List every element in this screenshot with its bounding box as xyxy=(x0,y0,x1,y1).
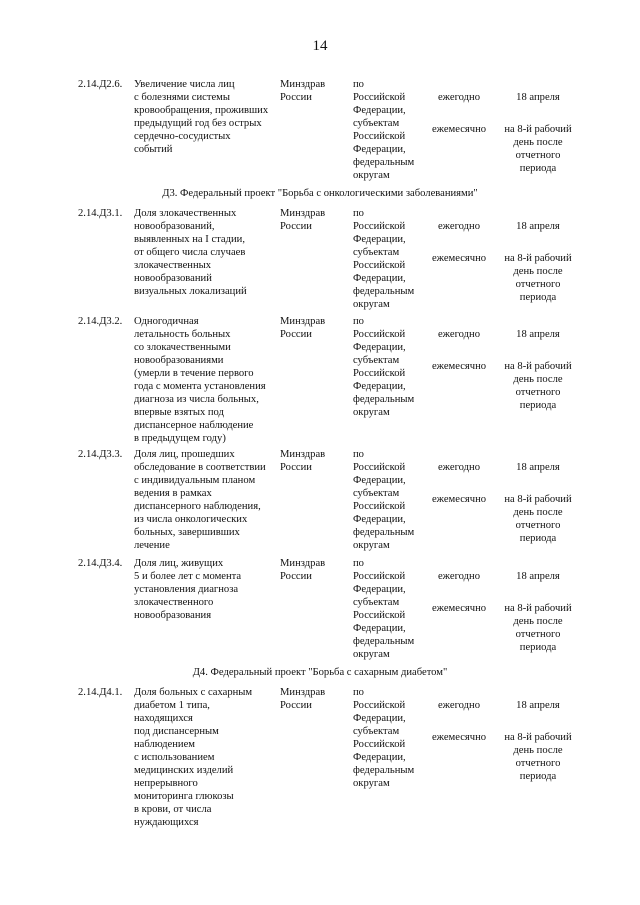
deadline-annual: 18 апреля xyxy=(516,92,560,103)
breakdown-level: по Российской Федерации, субъектам Российской Федерации, федеральным округам xyxy=(353,208,415,310)
deadline-annual: 18 апреля xyxy=(516,462,560,473)
deadline xyxy=(495,686,581,796)
section-header-d4: Д4. Федеральный проект "Борьба с сахарным диабетом" xyxy=(192,667,448,678)
deadline-monthly: на 8-й рабочий день после отчетного периода xyxy=(504,124,572,174)
deadline xyxy=(495,207,581,317)
indicator-name: Доля лиц, прошедших обследование в соответствии с индивидуальным планом ведения в рамках диспансерного наблюдения, из числа онкологических больных, завершивших лечение xyxy=(134,449,266,551)
deadline-annual: 18 апреля xyxy=(516,700,560,711)
indicator-code: 2.14.Д4.1. xyxy=(78,687,123,698)
indicator-name: Доля лиц, живущих 5 и более лет с момента установления диагноза злокачественного новообразования xyxy=(134,558,242,621)
frequency-monthly: ежемесячно xyxy=(431,124,487,135)
frequency-monthly: ежемесячно xyxy=(431,494,487,505)
frequency-annual: ежегодно xyxy=(437,221,480,232)
frequency-annual: ежегодно xyxy=(437,700,480,711)
breakdown-level: по Российской Федерации, субъектам Российской Федерации, федеральным округам xyxy=(353,687,415,789)
deadline-monthly: на 8-й рабочий день после отчетного периода xyxy=(504,603,572,653)
frequency-monthly: ежемесячно xyxy=(431,253,487,264)
breakdown-level: по Российской Федерации, субъектам Российской Федерации, федеральным округам xyxy=(353,558,415,660)
frequency-monthly: ежемесячно xyxy=(431,732,487,743)
indicator-code: 2.14.Д3.2. xyxy=(78,316,123,327)
responsible-agency: Минздрав России xyxy=(280,79,326,103)
frequency-monthly: ежемесячно xyxy=(431,361,487,372)
frequency xyxy=(423,557,495,628)
deadline-monthly: на 8-й рабочий день после отчетного периода xyxy=(504,494,572,544)
page-number: 14 xyxy=(312,38,328,54)
responsible-agency: Минздрав России xyxy=(280,687,326,711)
indicator-code: 2.14.Д3.4. xyxy=(78,558,123,569)
frequency-annual: ежегодно xyxy=(437,571,480,582)
indicator-name: Увеличение числа лиц с болезнями системы кровообращения, проживших предыдущий год без острых сердечно-сосудистых событий xyxy=(134,79,269,155)
deadline xyxy=(495,315,581,425)
breakdown-level: по Российской Федерации, субъектам Российской Федерации, федеральным округам xyxy=(353,449,415,551)
deadline-annual: 18 апреля xyxy=(516,329,560,340)
deadline-annual: 18 апреля xyxy=(516,571,560,582)
responsible-agency: Минздрав России xyxy=(280,208,326,232)
frequency xyxy=(423,78,495,149)
frequency-monthly: ежемесячно xyxy=(431,603,487,614)
section-header-d3: Д3. Федеральный проект "Борьба с онкологическими заболеваниями" xyxy=(162,188,478,199)
frequency-annual: ежегодно xyxy=(437,462,480,473)
deadline xyxy=(495,557,581,667)
frequency xyxy=(423,686,495,757)
indicator-name: Доля больных с сахарным диабетом 1 типа, находящихся под диспансерным наблюдением с использованием медицинских изделий непрерывного мониторинга глюкозы в крови, от числа нуждающихся xyxy=(134,687,253,828)
indicator-name: Одногодичная летальность больных со злокачественными новообразованиями (умерли в течение первого года с момента установления диагноза из числа больных, впервые взятых под диспансерное наблюдение в предыдущем году) xyxy=(134,316,266,444)
indicator-code: 2.14.Д3.1. xyxy=(78,208,123,219)
frequency xyxy=(423,448,495,519)
frequency xyxy=(423,315,495,386)
frequency-annual: ежегодно xyxy=(437,329,480,340)
responsible-agency: Минздрав России xyxy=(280,558,326,582)
deadline-monthly: на 8-й рабочий день после отчетного периода xyxy=(504,361,572,411)
responsible-agency: Минздрав России xyxy=(280,316,326,340)
deadline xyxy=(495,78,581,188)
indicator-name: Доля злокачественных новообразований, выявленных на I стадии, от общего числа случаев злокачественных новообразований визуальных локализаций xyxy=(134,208,247,297)
frequency-annual: ежегодно xyxy=(437,92,480,103)
breakdown-level: по Российской Федерации, субъектам Российской Федерации, федеральным округам xyxy=(353,79,415,181)
frequency xyxy=(423,207,495,278)
deadline-monthly: на 8-й рабочий день после отчетного периода xyxy=(504,253,572,303)
responsible-agency: Минздрав России xyxy=(280,449,326,473)
breakdown-level: по Российской Федерации, субъектам Российской Федерации, федеральным округам xyxy=(353,316,415,418)
deadline-annual: 18 апреля xyxy=(516,221,560,232)
indicator-code: 2.14.Д2.6. xyxy=(78,79,123,90)
deadline xyxy=(495,448,581,558)
deadline-monthly: на 8-й рабочий день после отчетного периода xyxy=(504,732,572,782)
indicator-code: 2.14.Д3.3. xyxy=(78,449,123,460)
